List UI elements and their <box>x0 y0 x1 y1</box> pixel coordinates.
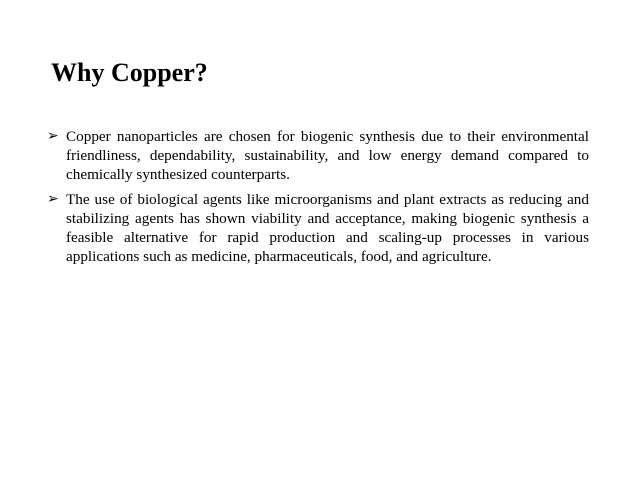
bullet-item <box>47 127 589 184</box>
arrowhead-bullet-icon: ➢ <box>47 128 59 144</box>
bullet-item <box>47 190 589 266</box>
bullet-list <box>47 127 589 272</box>
arrowhead-bullet-icon: ➢ <box>47 191 59 207</box>
bullet-text: Copper nanoparticles are chosen for biogenic synthesis due to their environmental friendliness, dependability, sustainability, and low energy demand compared to chemically synthesized counterparts. <box>66 128 589 183</box>
slide-title: Why Copper? <box>51 58 208 87</box>
bullet-text: The use of biological agents like microorganisms and plant extracts as reducing and stabilizing agents has shown viability and acceptance, making biogenic synthesis a feasible alternative for rapid production and scaling-up processes in various applications such as medicine, pharmaceuticals, food, and agriculture. <box>66 191 589 265</box>
